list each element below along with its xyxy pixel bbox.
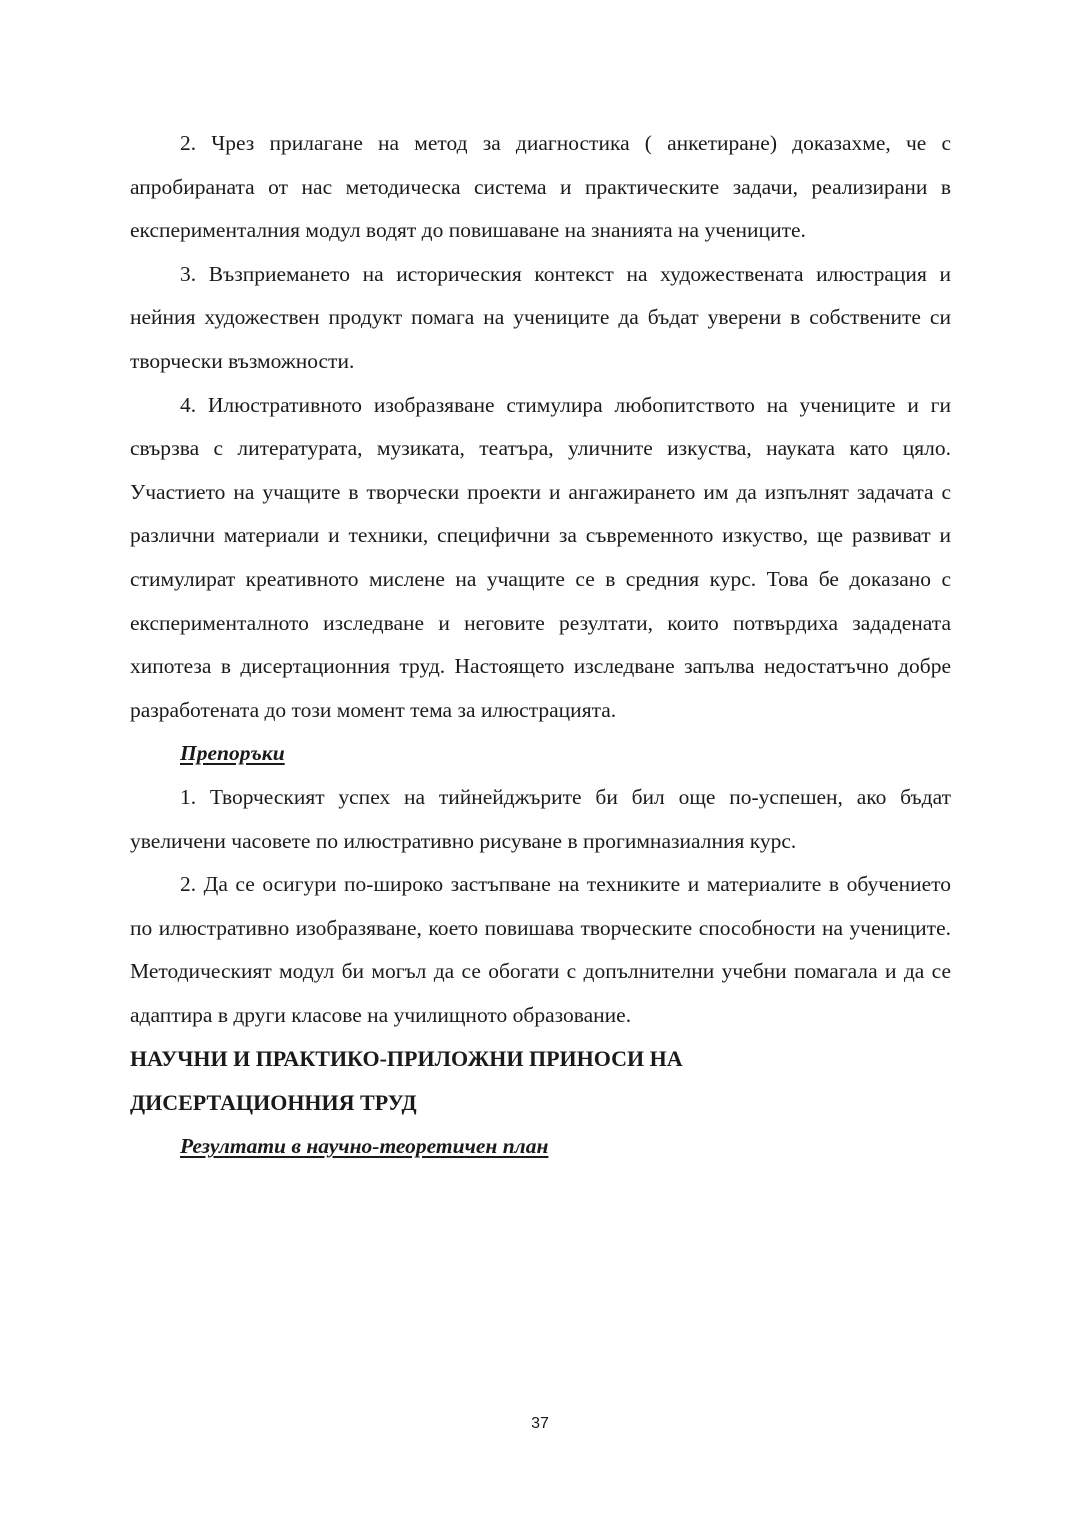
recommendations-heading: Препоръки: [180, 741, 285, 766]
section-heading-line-1: НАУЧНИ И ПРАКТИКО-ПРИЛОЖНИ ПРИНОСИ НА: [130, 1046, 683, 1072]
paragraph-diagnostics: 2. Чрез прилагане на метод за диагностика ( анкетиране) доказахме, че с апробираната от нас методическа система и практическите задачи, реализирани в експерименталния модул водят до повишаване на знанията на учениците.: [130, 131, 951, 243]
paragraph-historical-context: 3. Възприемането на историческия контекст на художествената илюстрация и нейния художествен продукт помага на учениците да бъдат уверени в собствените си творчески възможности.: [130, 261, 951, 373]
section-heading-line-2: ДИСЕРТАЦИОННИЯ ТРУД: [130, 1090, 417, 1116]
recommendation-item-2: 2. Да се осигури по-широко застъпване на техниките и материалите в обучението по илюстративно изобразяване, което повишава творческите способности на учениците. Методическият модул би могъл да се обогати с допълнителни учебни помагала и да се адаптира в други класове на училищното образование.: [130, 872, 951, 1027]
recommendation-item-1: 1. Творческият успех на тийнейджърите би бил още по-успешен, ако бъдат увеличени часовете по илюстративно рисуване в прогимназиалния курс.: [130, 784, 951, 853]
page-number: 37: [531, 1415, 549, 1432]
document-page: [130, 122, 951, 1169]
paragraph-illustrative-depiction: 4. Илюстративното изобразяване стимулира любопитството на учениците и ги свързва с литературата, музиката, театъра, уличните изкуства, науката като цяло. Участието на учащите в творчески проекти и ангажирането им да изпълнят задачата с различни материали и техники, специфични за съвременното изкуство, ще развиват и стимулират креативното мислене на учащите се в средния курс. Това бе доказано с експерименталното изследване и неговите резултати, които потвърдиха зададената хипотеза в дисертационния труд. Настоящето изследване запълва недостатъчно добре разработената до този момент тема за илюстрацията.: [130, 392, 951, 722]
results-heading: Резултати в научно-теоретичен план: [180, 1134, 549, 1159]
